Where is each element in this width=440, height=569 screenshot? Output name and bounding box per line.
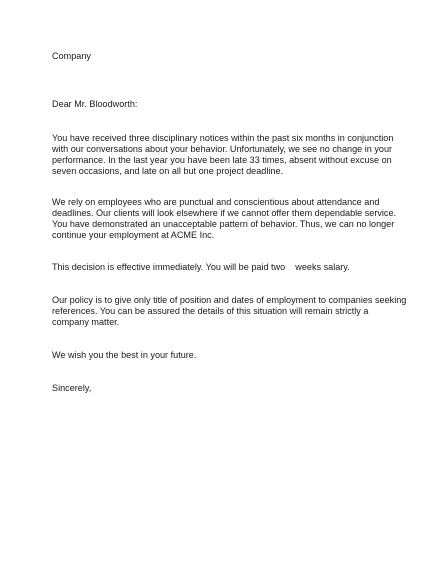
paragraph-well-wishes [52, 350, 392, 361]
closing-text: Sincerely, [52, 383, 92, 393]
paragraph-line: This decision is effective immediately. You will be paid two weeks salary. [52, 262, 350, 272]
paragraph-line: You have received three disciplinary notices within the past six months in conjunction [52, 133, 394, 143]
paragraph-line: continue your employment at ACME Inc. [52, 230, 215, 240]
salutation-text: Dear Mr. Bloodworth: [52, 99, 138, 109]
paragraph-expectations [52, 197, 397, 241]
paragraph-line: performance. In the last year you have been late 33 times, absent without excuse on [52, 155, 392, 165]
paragraph-line: Our policy is to give only title of position and dates of employment to companies seeking [52, 295, 407, 305]
paragraph-line: We rely on employees who are punctual and conscientious about attendance and [52, 197, 380, 207]
paragraph-line: We wish you the best in your future. [52, 350, 197, 360]
paragraph-line: You have demonstrated an unacceptable pattern of behavior. Thus, we can no longer [52, 219, 395, 229]
paragraph-policy [52, 295, 407, 328]
paragraph-decision [52, 262, 392, 273]
paragraph-line: deadlines. Our clients will look elsewhere if we cannot offer them dependable service. [52, 208, 397, 218]
salutation [52, 99, 392, 110]
paragraph-line: company matter. [52, 317, 120, 327]
paragraph-line: with our conversations about your behavior. Unfortunately, we see no change in your [52, 144, 393, 154]
closing [52, 383, 392, 394]
paragraph-line: references. You can be assured the details of this situation will remain strictly a [52, 306, 369, 316]
company-name-text: Company [52, 51, 91, 61]
company-name [52, 51, 392, 62]
paragraph-line: seven occasions, and late on all but one project deadline. [52, 166, 284, 176]
paragraph-disciplinary-notices [52, 133, 392, 177]
